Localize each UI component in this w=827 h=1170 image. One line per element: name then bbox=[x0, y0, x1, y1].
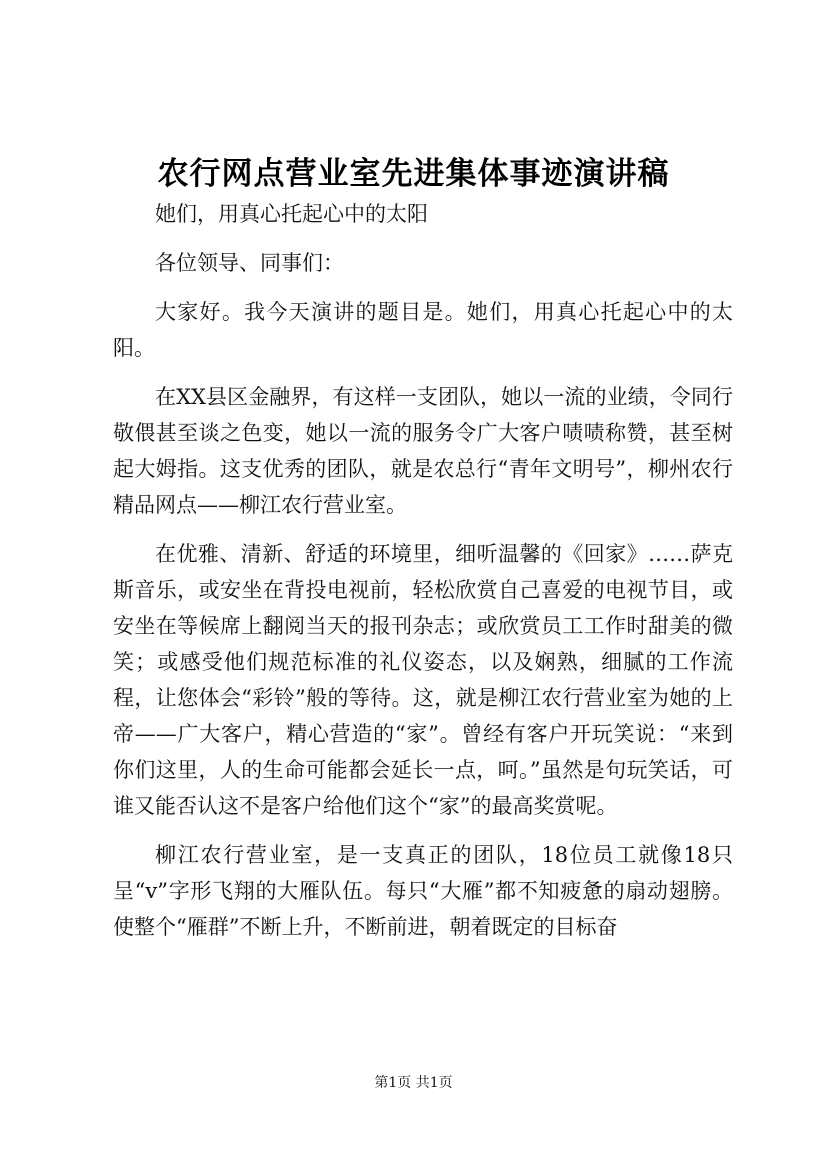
paragraph-greeting: 大家好。我今天演讲的题目是。她们，用真心托起心中的太阳。 bbox=[113, 300, 733, 360]
paragraph-team-intro: 在XX县区金融界，有这样一支团队，她以一流的业绩，令同行敬偎甚至谈之色变，她以一流的服务令广大客户啧啧称赞，甚至树起大姆指。这支优秀的团队，就是农总行“青年文明号”，柳州农行精品网点——柳江农行营业室。 bbox=[113, 385, 733, 517]
document-title: 农行网点营业室先进集体事迹演讲稿 bbox=[157, 156, 670, 192]
paragraph-subtitle: 她们，用真心托起心中的太阳 bbox=[155, 202, 428, 226]
page-footer: 第1页 共1页 bbox=[374, 1075, 453, 1091]
paragraph-salutation: 各位领导、同事们： bbox=[155, 251, 344, 275]
paragraph-teamwork: 柳江农行营业室，是一支真正的团队，18位员工就像18只呈“v”字形飞翔的大雁队伍。每只“大雁”都不知疲惫的扇动翅膀。使整个“雁群”不断上升，不断前进，朝着既定的目标奋 bbox=[113, 843, 733, 939]
document-body bbox=[113, 196, 733, 958]
paragraph-environment: 在优雅、清新、舒适的环境里，细听温馨的《回家》……萨克斯音乐，或安坐在背投电视前，轻松欣赏自己喜爱的电视节目，或安坐在等候席上翻阅当天的报刊杂志；或欣赏员工工作时甜美的微笑；或感受他们规范标准的礼仪姿态，以及娴熟，细腻的工作流程，让您体会“彩铃”般的等待。这，就是柳江农行营业室为她的上帝——广大客户，精心营造的“家”。曾经有客户开玩笑说：“来到你们这里，人的生命可能都会延长一点，呵。”虽然是句玩笑话，可谁又能否认这不是客户给他们这个“家”的最高奖赏呢。 bbox=[113, 542, 733, 818]
